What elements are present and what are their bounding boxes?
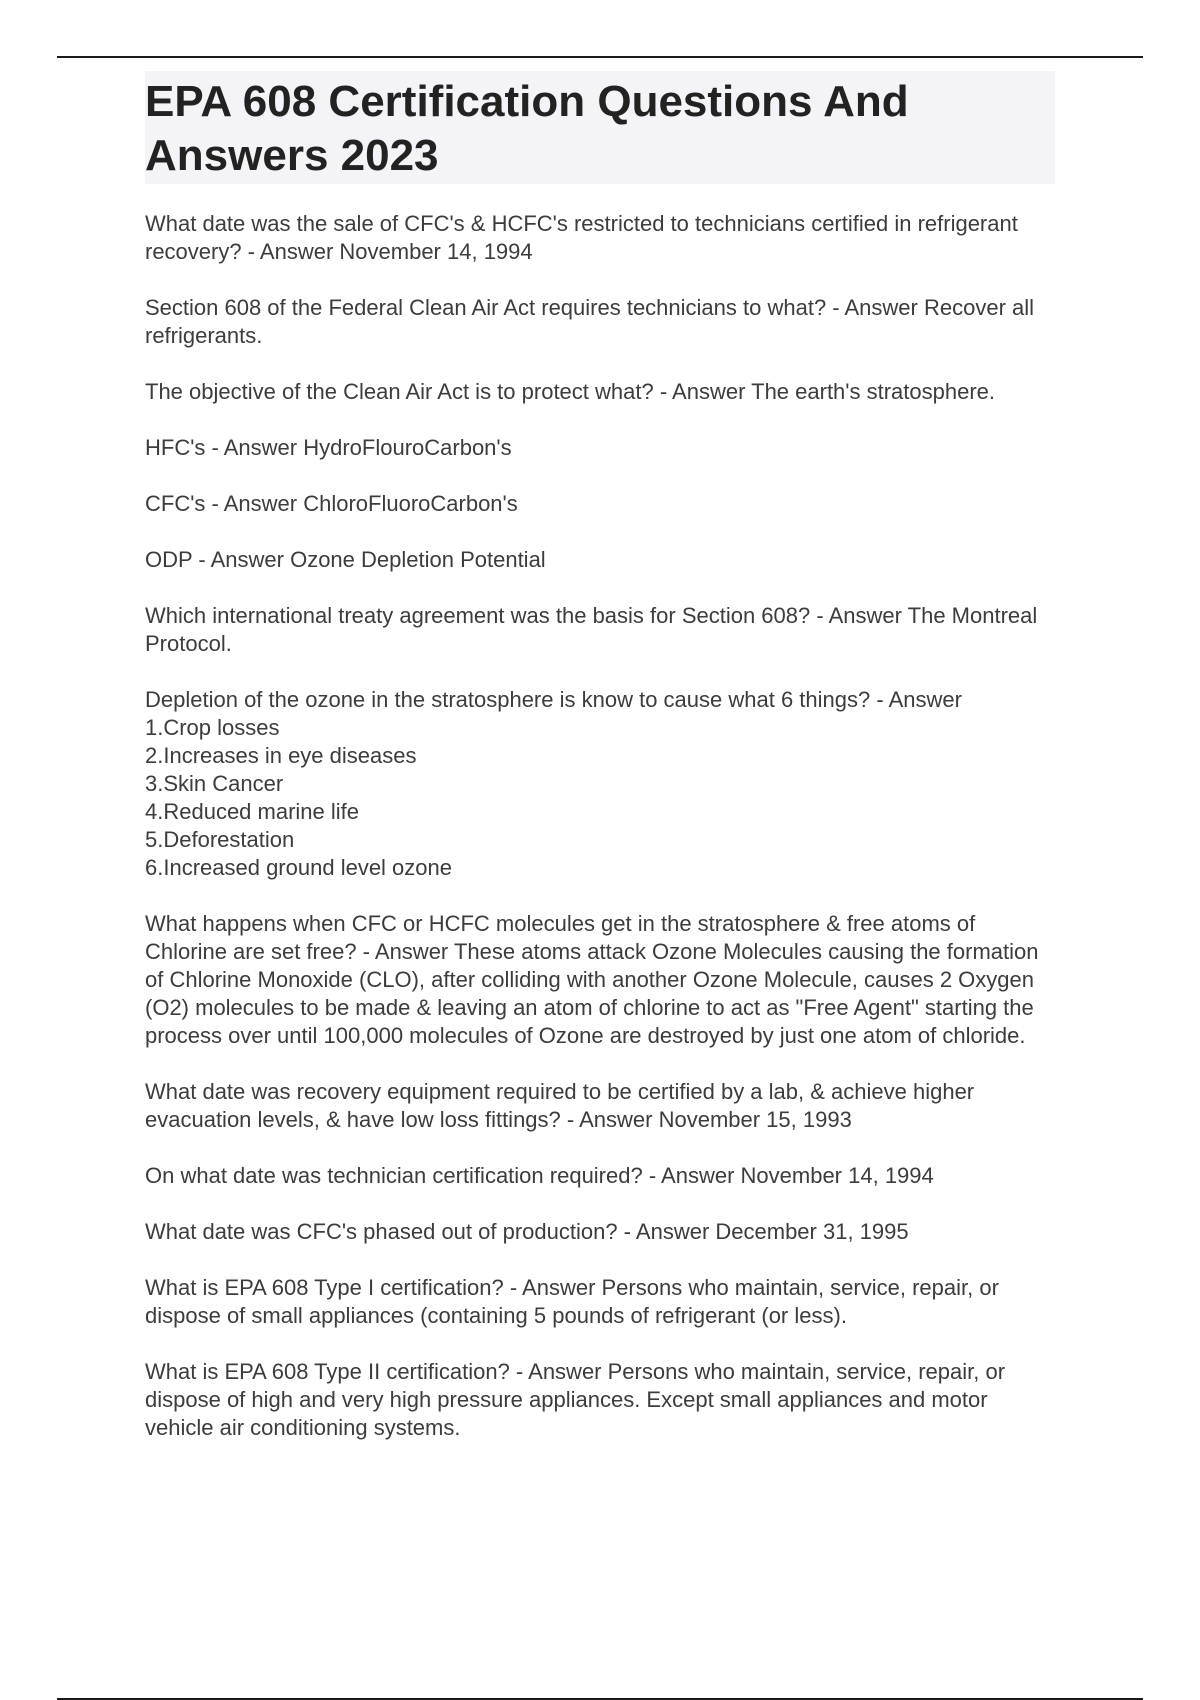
qa-entry: Section 608 of the Federal Clean Air Act requires technicians to what? - Answer Recover all refrigerants. [145,295,1035,348]
qa-entry: CFC's - Answer ChloroFluoroCarbon's [145,491,518,516]
qa-entry: What date was the sale of CFC's & HCFC's restricted to technicians certified in refrigerant recovery? - Answer November 14, 1994 [145,211,1018,264]
title-band [145,71,1055,184]
qa-entry: ODP - Answer Ozone Depletion Potential [145,547,546,572]
qa-list [145,210,1055,1442]
qa-entry: What is EPA 608 Type I certification? - Answer Persons who maintain, service, repair, or dispose of small appliances (containing 5 pounds of refrigerant (or less). [145,1275,999,1328]
qa-entry: The objective of the Clean Air Act is to protect what? - Answer The earth's stratosphere. [145,379,996,404]
qa-entry: What is EPA 608 Type II certification? - Answer Persons who maintain, service, repair, or dispose of high and very high pressure appliances. Except small appliances and motor vehicle air conditioning systems. [145,1359,1006,1440]
qa-entry: Which international treaty agreement was the basis for Section 608? - Answer The Montreal Protocol. [145,603,1038,656]
document-body [145,71,1055,1470]
qa-entry: On what date was technician certification required? - Answer November 14, 1994 [145,1163,934,1188]
qa-entry: What date was recovery equipment required to be certified by a lab, & achieve higher evacuation levels, & have low loss fittings? - Answer November 15, 1993 [145,1079,975,1132]
qa-entry: HFC's - Answer HydroFlouroCarbon's [145,435,512,460]
qa-entry: What date was CFC's phased out of production? - Answer December 31, 1995 [145,1219,909,1244]
qa-entry: Depletion of the ozone in the stratosphere is know to cause what 6 things? - Answer 1.Crop losses 2.Increases in eye diseases 3.Skin Cancer 4.Reduced marine life 5.Deforestation 6.Increased ground level ozone [145,687,962,880]
qa-entry: What happens when CFC or HCFC molecules get in the stratosphere & free atoms of Chlorine are set free? - Answer These atoms attack Ozone Molecules causing the formation of Chlorine Monoxide (CLO), after colliding with another Ozone Molecule, causes 2 Oxygen (O2) molecules to be made & leaving an atom of chlorine to act as "Free Agent" starting the process over until 100,000 molecules of Ozone are destroyed by just one atom of chloride. [145,911,1039,1048]
top-rule [57,56,1143,58]
document-title: EPA 608 Certification Questions And Answers 2023 [145,77,909,180]
